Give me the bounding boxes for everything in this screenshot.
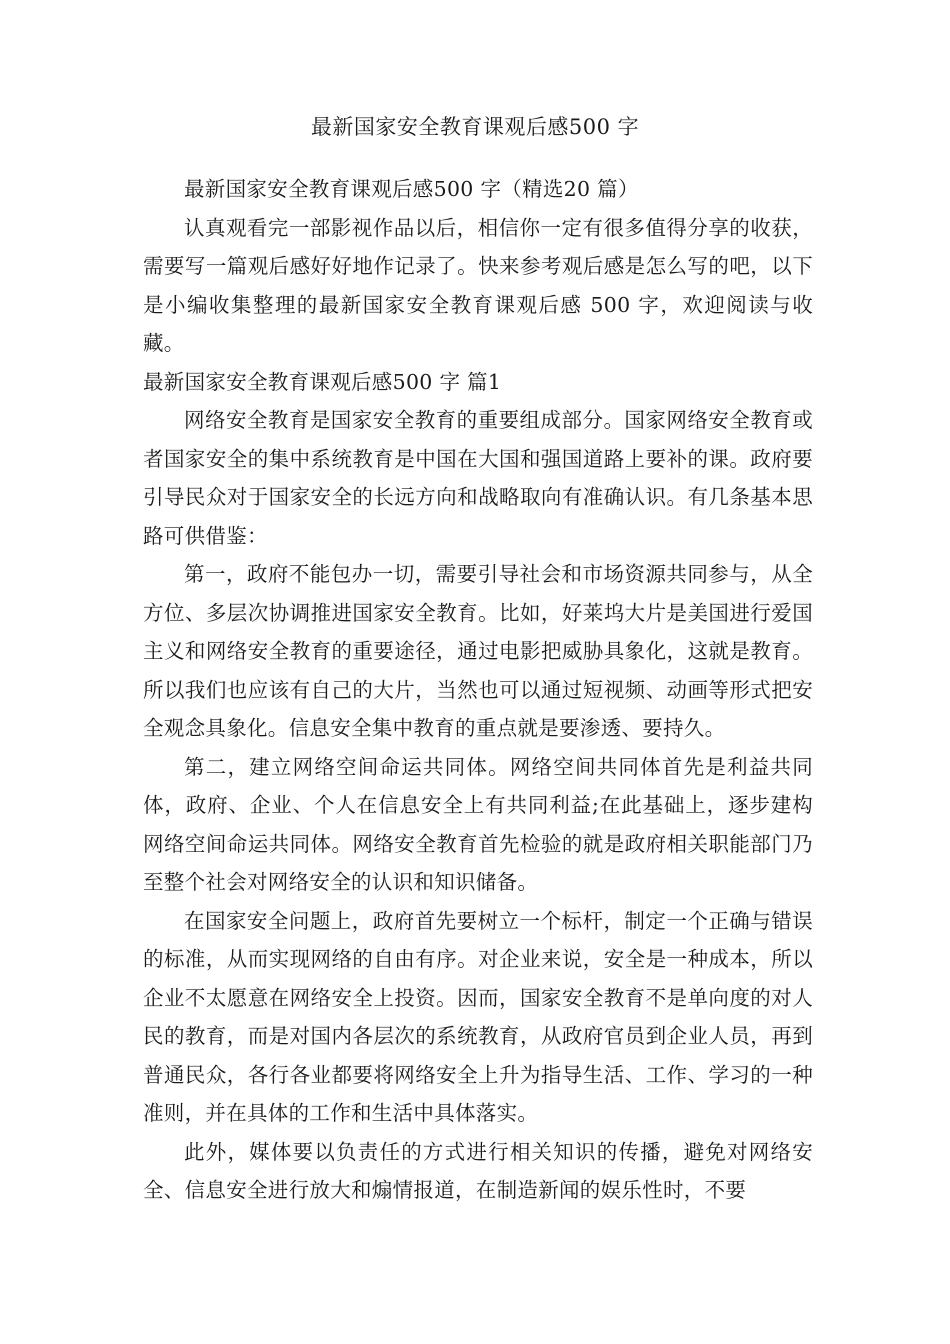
intro-paragraph: 认真观看完一部影视作品以后，相信你一定有很多值得分享的收获，需要写一篇观后感好好地作记录了。快来参考观后感是怎么写的吧，以下是小编收集整理的最新国家安全教育课观后感 500 字，欢迎阅读与收藏。 xyxy=(143,215,813,355)
document-title: 最新国家安全教育课观后感500 字 xyxy=(310,115,640,139)
body-paragraph: 在国家安全问题上，政府首先要树立一个标杆，制定一个正确与错误的标准，从而实现网络的自由有序。对企业来说，安全是一种成本，所以企业不太愿意在网络安全上投资。因而，国家安全教育不是单向度的对人民的教育，而是对国内各层次的系统教育，从政府官员到企业人员，再到普通民众，各行各业都要将网络安全上升为指导生活、工作、学习的一种准则，并在具体的工作和生活中具体落实。 xyxy=(143,908,813,1125)
section-heading: 最新国家安全教育课观后感500 字 篇1 xyxy=(143,369,502,394)
body-paragraph: 第一，政府不能包办一切，需要引导社会和市场资源共同参与，从全方位、多层次协调推进国家安全教育。比如，好莱坞大片是美国进行爱国主义和网络安全教育的重要途径，通过电影把威胁具象化，这就是教育。所以我们也应该有自己的大片，当然也可以通过短视频、动画等形式把安全观念具象化。信息安全集中教育的重点就是要渗透、要持久。 xyxy=(143,562,813,740)
document-body xyxy=(143,170,813,1210)
body-paragraph: 第二，建立网络空间命运共同体。网络空间共同体首先是利益共同体，政府、企业、个人在信息安全上有共同利益;在此基础上，逐步建构网络空间命运共同体。网络安全教育首先检验的就是政府相关职能部门乃至整个社会对网络安全的认识和知识储备。 xyxy=(143,754,813,894)
body-paragraph: 网络安全教育是国家安全教育的重要组成部分。国家网络安全教育或者国家安全的集中系统教育是中国在大国和强国道路上要补的课。政府要引导民众对于国家安全的长远方向和战略取向有准确认识。有几条基本思路可供借鉴： xyxy=(143,408,813,548)
body-paragraph: 此外，媒体要以负责任的方式进行相关知识的传播，避免对网络安全、信息安全进行放大和煽情报道，在制造新闻的娱乐性时，不要 xyxy=(143,1139,813,1202)
subtitle-paragraph: 最新国家安全教育课观后感500 字（精选20 篇） xyxy=(184,177,639,201)
